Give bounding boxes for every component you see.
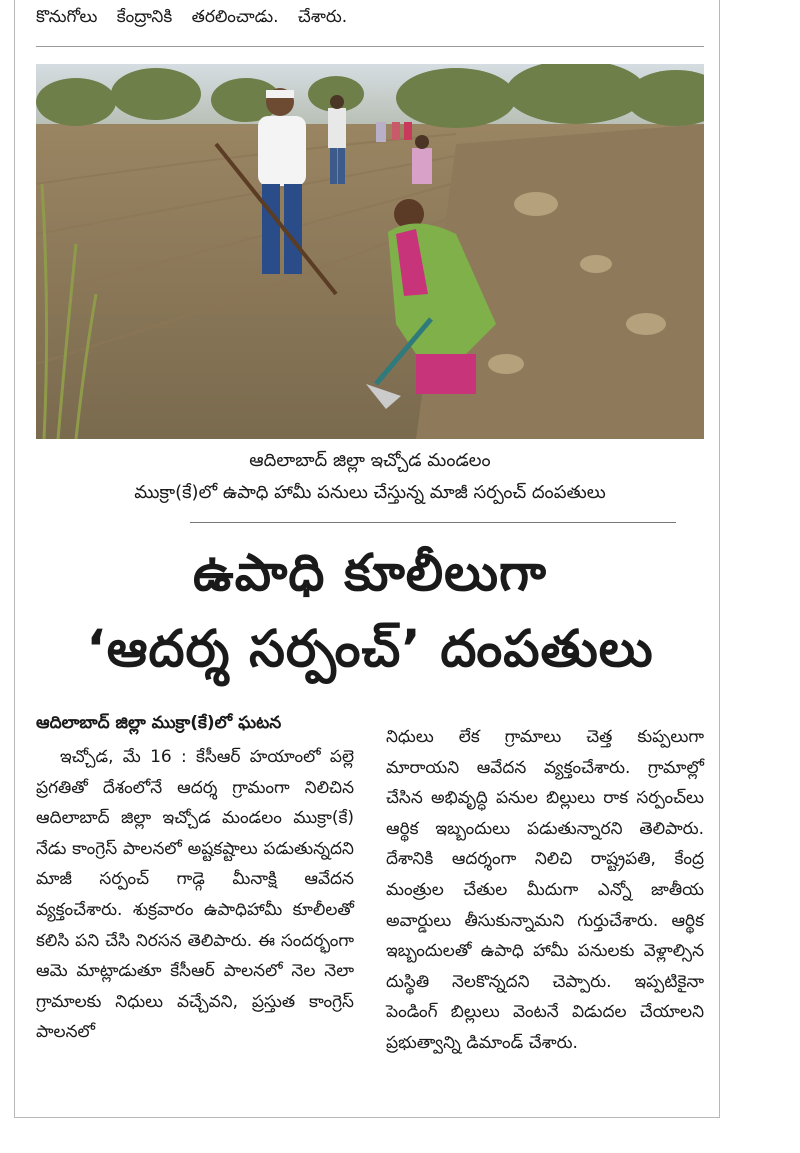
headline-line-1: ఉపాధి కూలీలుగా — [193, 544, 547, 603]
article-photo — [36, 64, 704, 439]
caption-line-1: ఆదిలాబాద్ జిల్లా ఇచ్చోడ మండలం — [249, 450, 491, 471]
caption-line-2: ముక్రా(కే)లో ఉపాధి హామీ పనులు చేస్తున్న మాజీ సర్పంచ్ దంపతులు — [134, 482, 606, 503]
caption-divider — [190, 522, 676, 523]
photo-caption — [36, 445, 704, 509]
previous-article-text: కొనుగోలు కేంద్రానికి తరలించాడు. చేశారు. — [36, 7, 348, 27]
article-kicker: ఆదిలాబాద్ జిల్లా ముక్రా(కే)లో ఘటన — [36, 713, 282, 733]
headline-line-2: ‘ఆదర్శ సర్పంచ్’ దంపతులు — [86, 620, 654, 679]
article-column-left — [36, 710, 354, 1048]
article-column-right — [386, 722, 704, 1059]
divider-line — [36, 46, 704, 47]
article-paragraph-right: నిధులు లేక గ్రామాలు చెత్త కుప్పలుగా మారాయని ఆవేదన వ్యక్తంచేశారు. గ్రామాల్లో చేసిన అభివృద్ధి పనుల బిల్లులు రాక సర్పంచ్‌లు ఆర్థిక ఇబ్బందులు పడుతున్నారని తెలిపారు. దేశానికి ఆదర్శంగా నిలిచి రాష్ట్రపతి, కేంద్ర మంత్రుల చేతుల మీదుగా ఎన్నో జాతీయ అవార్డులు తీసుకున్నామని గుర్తుచేశారు. ఆర్థిక ఇబ్బందులతో ఉపాధి హామీ పనులకు వెళ్లాల్సిన దుస్థితి నెలకొన్నదని చెప్పారు. ఇప్పటికైనా పెండింగ్ బిల్లులు వెంటనే విడుదల చేయాలని ప్రభుత్వాన్ని డిమాండ్ చేశారు. — [386, 727, 704, 1053]
headline — [36, 536, 704, 688]
article-paragraph-left: ఇచ్చోడ, మే 16 : కేసీఆర్ హయాంలో పల్లె ప్రగతితో దేశంలోనే ఆదర్శ గ్రామంగా నిలిచిన ఆదిలాబాద్ జిల్లా ఇచ్చోడ మండలం ముక్రా(కే) నేడు కాంగ్రెస్ పాలనలో అష్టకష్టాలు పడుతున్నదని మాజీ సర్పంచ్ గాడ్గె మీనాక్షి ఆవేదన వ్యక్తంచేశారు. శుక్రవారం ఉపాధిహామీ కూలీలతో కలిసి పని చేసి నిరసన తెలిపారు. ఈ సందర్భంగా ఆమె మాట్లాడుతూ కేసీఆర్ పాలనలో నెల నెలా గ్రామాలకు నిధులు వచ్చేవని, ప్రస్తుత కాంగ్రెస్ పాలనలో — [36, 747, 354, 1043]
article-body — [36, 710, 704, 1102]
